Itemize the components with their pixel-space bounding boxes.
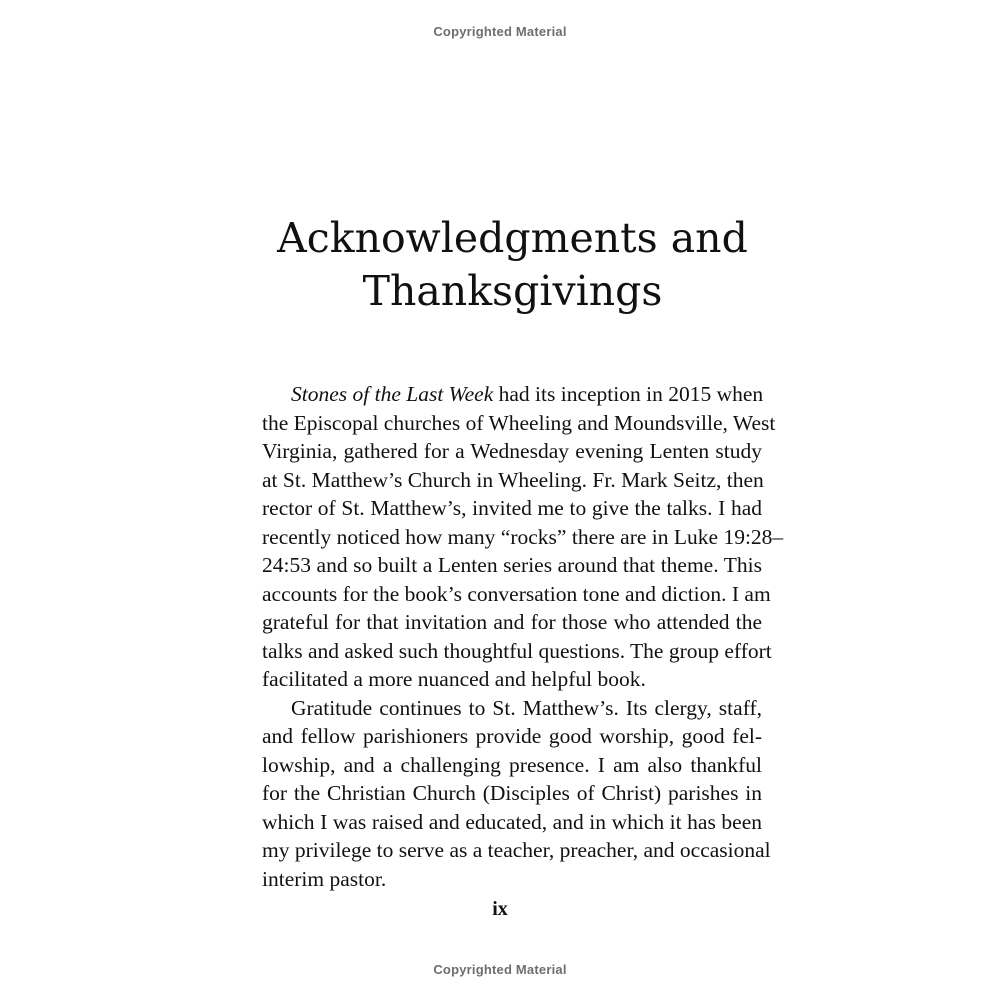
paragraph-line: Virginia, gathered for a Wednesday evening Lenten study <box>262 439 762 463</box>
paragraph-line: had its inception in 2015 when <box>493 382 764 406</box>
chapter-title-line-1: Acknowledgments and <box>277 214 748 262</box>
paragraph-line: talks and asked such thoughtful questions. The group effort <box>262 638 772 663</box>
paragraph-line: at St. Matthew’s Church in Wheeling. Fr. Mark Seitz, then <box>262 467 764 492</box>
paragraph-line: which I was raised and educated, and in which it has been <box>262 809 762 834</box>
body-text <box>262 380 784 893</box>
paragraph-line: Gratitude continues to St. Matthew’s. Its clergy, staff, <box>291 695 762 720</box>
chapter-title <box>240 212 785 318</box>
chapter-title-line-2: Thanksgivings <box>362 267 663 315</box>
paragraph-1-line-1 <box>262 380 762 409</box>
paragraph-line: accounts for the book’s conversation tone and diction. I am <box>262 581 771 606</box>
paragraph-line: my privilege to serve as a teacher, preacher, and occasional <box>262 838 771 862</box>
paragraph-line: 24:53 and so built a Lenten series around that theme. This <box>262 553 762 577</box>
paragraph-1 <box>262 380 784 694</box>
paragraph-line: interim pastor. <box>262 866 387 891</box>
paragraph-line: lowship, and a challenging presence. I am also thankful <box>262 752 762 777</box>
copyright-watermark-top: Copyrighted Material <box>433 24 567 39</box>
paragraph-line: the Episcopal churches of Wheeling and Moundsville, West <box>262 410 776 435</box>
paragraph-line: rector of St. Matthew’s, invited me to give the talks. I had <box>262 496 762 520</box>
paragraph-line: recently noticed how many “rocks” there are in Luke 19:28– <box>262 524 784 549</box>
copyright-watermark-bottom: Copyrighted Material <box>433 962 567 977</box>
paragraph-line: grateful for that invitation and for those who attended the <box>262 610 762 634</box>
page-number: ix <box>492 898 508 920</box>
paragraph-2 <box>262 694 771 894</box>
book-title-italic: Stones of the Last Week <box>291 382 494 406</box>
paragraph-line: facilitated a more nuanced and helpful book. <box>262 667 646 691</box>
paragraph-line: and fellow parishioners provide good worship, good fel- <box>262 724 762 748</box>
paragraph-line: for the Christian Church (Disciples of Christ) parishes in <box>262 781 762 805</box>
